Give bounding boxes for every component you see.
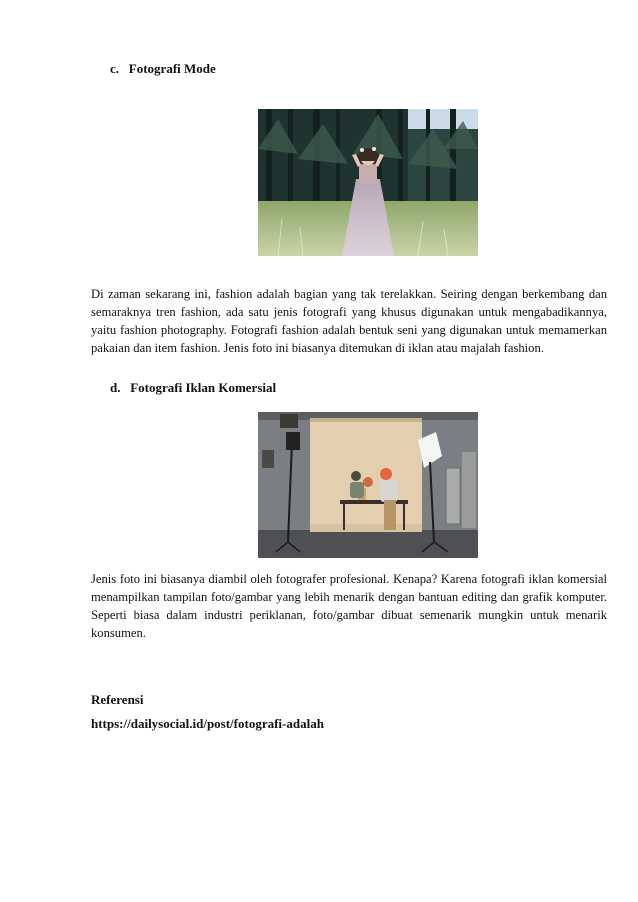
- fashion-photo-illustration: [258, 109, 478, 256]
- section-d-title: Fotografi Iklan Komersial: [130, 380, 277, 395]
- studio-photo: [258, 412, 478, 558]
- references-title: Referensi: [91, 692, 144, 707]
- section-d-heading: [110, 380, 276, 396]
- section-c-marker: c.: [110, 61, 120, 76]
- section-d-marker: d.: [110, 380, 121, 395]
- paragraph-fashion: Di zaman sekarang ini, fashion adalah bagian yang tak terelakkan. Seiring dengan berkembang dan semaraknya tren fashion, ada satu jenis fotografi yang khusus digunakan untuk mengabadikannya, yaitu fashion photography. Fotografi fashion adalah bentuk seni yang digunakan untuk memamerkan pakaian dan item fashion. Jenis foto ini biasanya ditemukan di iklan atau majalah fashion.: [91, 287, 607, 355]
- section-c-title: Fotografi Mode: [128, 61, 216, 76]
- section-c-heading: [110, 61, 216, 77]
- references-link[interactable]: https://dailysocial.id/post/fotografi-adalah: [91, 716, 324, 731]
- paragraph-commercial: Jenis foto ini biasanya diambil oleh fotografer profesional. Kenapa? Karena fotografi iklan komersial menampilkan tampilan foto/gambar yang lebih menarik dengan bantuan editing dan grafik komputer. Seperti biasa dalam industri periklanan, foto/gambar dibuat semenarik mungkin untuk menarik konsumen.: [91, 572, 607, 640]
- studio-photo-illustration: [258, 412, 478, 558]
- fashion-photo: [258, 109, 478, 256]
